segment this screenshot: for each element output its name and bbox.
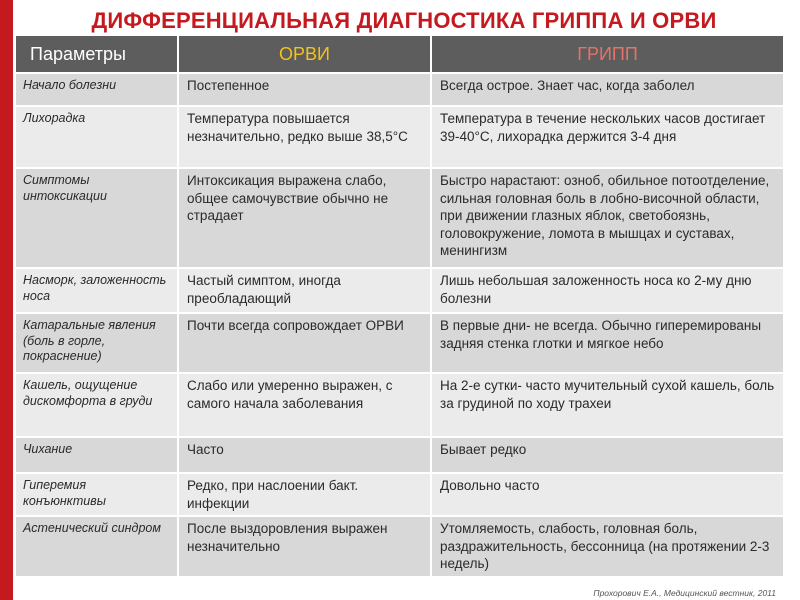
param-cell: Астенический синдром [16,516,178,577]
gripp-cell: В первые дни- не всегда. Обычно гиперемированы задняя стенка глотки и мягкое небо [431,313,784,373]
param-cell: Лихорадка [16,106,178,168]
gripp-cell: Лишь небольшая заложенность носа ко 2-му дню болезни [431,268,784,313]
param-cell: Начало болезни [16,73,178,106]
header-gripp: ГРИПП [431,36,784,73]
orvi-cell: Почти всегда сопровождает ОРВИ [178,313,431,373]
param-cell: Симптомы интоксикации [16,168,178,268]
param-cell: Насморк, заложенность носа [16,268,178,313]
param-cell: Чихание [16,437,178,473]
gripp-cell: Бывает редко [431,437,784,473]
orvi-cell: Частый симптом, иногда преобладающий [178,268,431,313]
table-row [16,437,784,473]
table-row [16,168,784,268]
header-parameters: Параметры [16,36,178,73]
orvi-cell: Постепенное [178,73,431,106]
gripp-cell: Довольно часто [431,473,784,516]
table-row [16,313,784,373]
gripp-cell: Быстро нарастают: озноб, обильное потоотделение, сильная головная боль в лобно-височной области, при движении глазных яблок, светобоязнь, головокружение, ломота в мышцах и суставах, менингизм [431,168,784,268]
comparison-table [16,36,785,578]
param-cell: Катаральные явления (боль в горле, покраснение) [16,313,178,373]
source-citation: Прохорович Е.А., Медицинский вестник, 2011 [593,588,776,598]
gripp-cell: Утомляемость, слабость, головная боль, раздражительность, бессонница (на протяжении 2-3 недель) [431,516,784,577]
header-orvi: ОРВИ [178,36,431,73]
gripp-cell: На 2-е сутки- часто мучительный сухой кашель, боль за грудиной по ходу трахеи [431,373,784,437]
table-row [16,373,784,437]
orvi-cell: Редко, при наслоении бакт. инфекции [178,473,431,516]
param-cell: Гиперемия конъюнктивы [16,473,178,516]
param-cell: Кашель, ощущение дискомфорта в груди [16,373,178,437]
table-row [16,516,784,577]
table-row [16,268,784,313]
orvi-cell: Интоксикация выражена слабо, общее самочувствие обычно не страдает [178,168,431,268]
table-header-row [16,36,784,73]
accent-side-bar [0,0,13,600]
orvi-cell: После выздоровления выражен незначительно [178,516,431,577]
gripp-cell: Температура в течение нескольких часов достигает 39-40°С, лихорадка держится 3-4 дня [431,106,784,168]
table-row [16,106,784,168]
table-row [16,73,784,106]
orvi-cell: Слабо или умеренно выражен, с самого начала заболевания [178,373,431,437]
gripp-cell: Всегда острое. Знает час, когда заболел [431,73,784,106]
table-row [16,473,784,516]
slide-title: ДИФФЕРЕНЦИАЛЬНАЯ ДИАГНОСТИКА ГРИППА И ОРВИ [91,8,717,33]
orvi-cell: Температура повышается незначительно, редко выше 38,5°С [178,106,431,168]
orvi-cell: Часто [178,437,431,473]
